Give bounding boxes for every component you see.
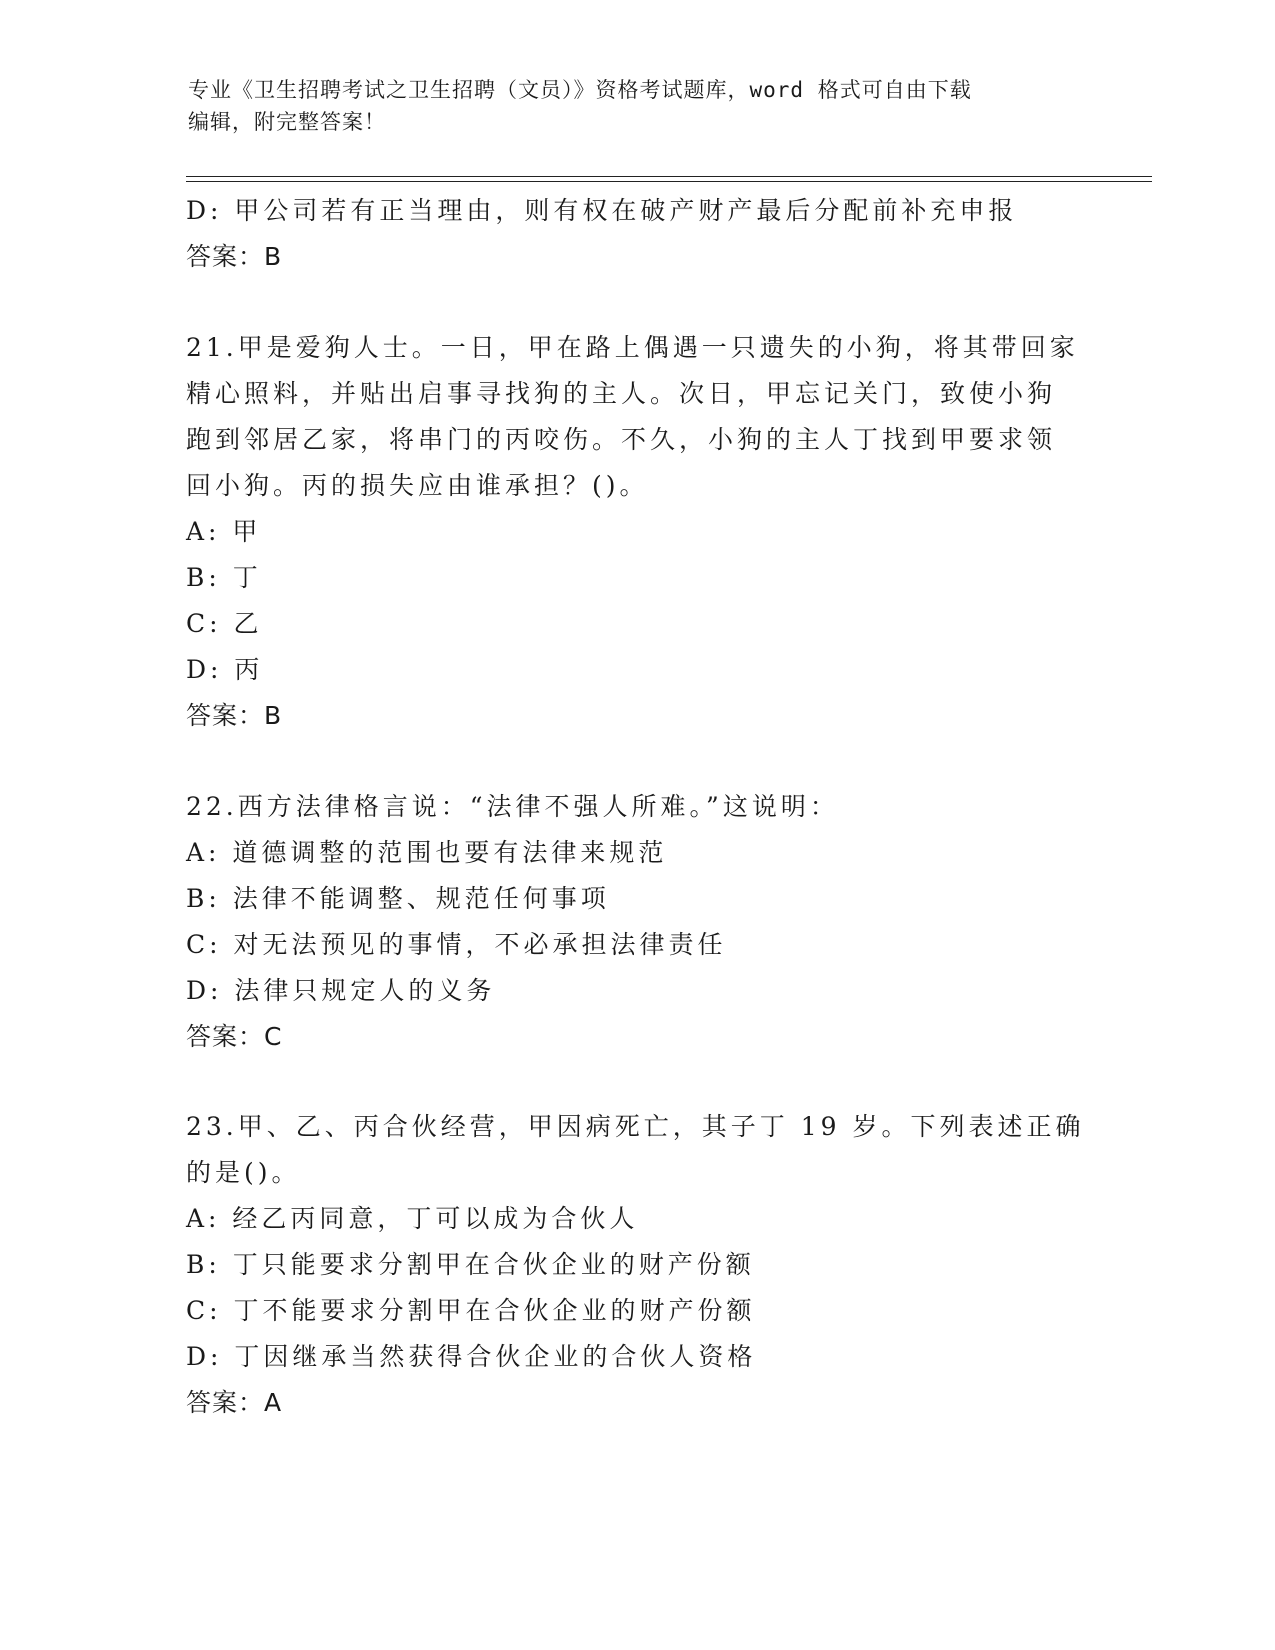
prev-answer: 答案：B	[186, 242, 283, 271]
header-divider-top	[186, 176, 1152, 177]
q21-option-b: B: 丁	[186, 563, 262, 592]
q21-stem-line-3: 跑到邻居乙家，将串门的丙咬伤。不久，小狗的主人丁找到甲要求领	[186, 425, 1057, 454]
prev-option-d: D: 甲公司若有正当理由，则有权在破产财产最后分配前补充申报	[186, 196, 1018, 225]
q21-stem-line-1: 21.甲是爱狗人士。一日，甲在路上偶遇一只遗失的小狗，将其带回家	[186, 333, 1079, 362]
q22-option-a: A: 道德调整的范围也要有法律来规范	[186, 838, 668, 867]
q23-option-b: B: 丁只能要求分割甲在合伙企业的财产份额	[186, 1250, 755, 1279]
q22-answer: 答案：C	[186, 1022, 283, 1051]
document-body	[186, 188, 1086, 1426]
header-line-1: 专业《卫生招聘考试之卫生招聘（文员）》资格考试题库，word 格式可自由下载	[188, 78, 972, 102]
q21-stem-line-2: 精心照料，并贴出启事寻找狗的主人。次日，甲忘记关门，致使小狗	[186, 379, 1057, 408]
q22-stem-line-1: 22.西方法律格言说：“法律不强人所难。”这说明：	[186, 792, 839, 821]
q21-option-a: A: 甲	[186, 517, 262, 546]
q22-option-b: B: 法律不能调整、规范任何事项	[186, 884, 610, 913]
q23-answer: 答案：A	[186, 1388, 283, 1417]
q23-stem-line-2: 的是()。	[186, 1158, 301, 1187]
document-header	[188, 74, 1088, 138]
question-22	[186, 784, 1086, 1060]
q21-answer: 答案：B	[186, 701, 283, 730]
question-23	[186, 1104, 1086, 1426]
header-line-2: 编辑，附完整答案！	[188, 110, 386, 134]
q22-option-c: C: 对无法预见的事情，不必承担法律责任	[186, 930, 727, 959]
q22-option-d: D: 法律只规定人的义务	[186, 976, 496, 1005]
q23-option-c: C: 丁不能要求分割甲在合伙企业的财产份额	[186, 1296, 756, 1325]
q21-option-d: D: 丙	[186, 655, 264, 684]
q23-option-a: A: 经乙丙同意，丁可以成为合伙人	[186, 1204, 639, 1233]
q23-stem-line-1: 23.甲、乙、丙合伙经营，甲因病死亡，其子丁 19 岁。下列表述正确	[186, 1112, 1085, 1141]
header-divider-bottom	[186, 181, 1152, 182]
q23-option-d: D: 丁因继承当然获得合伙企业的合伙人资格	[186, 1342, 757, 1371]
question-21	[186, 325, 1086, 739]
q21-stem-line-4: 回小狗。丙的损失应由谁承担？()。	[186, 471, 649, 500]
q21-option-c: C: 乙	[186, 609, 263, 638]
